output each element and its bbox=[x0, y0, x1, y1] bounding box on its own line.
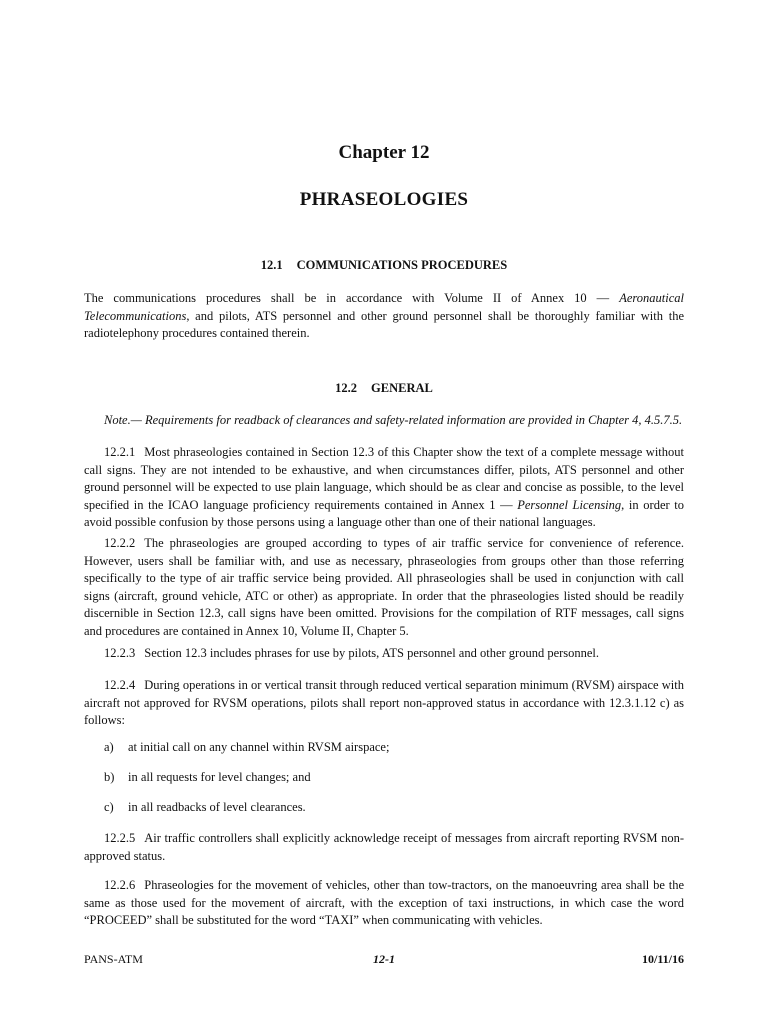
section-heading-12-2 bbox=[0, 381, 768, 396]
paragraph-12-2-5 bbox=[84, 830, 684, 865]
paragraph-number: 12.2.3 bbox=[104, 646, 136, 660]
paragraph-text: , and pilots, ATS personnel and other ground personnel shall be thoroughly familiar with the radiotelephony procedures contained therein. bbox=[84, 308, 684, 341]
paragraph-number: 12.2.2 bbox=[104, 536, 136, 550]
list-marker: a) bbox=[104, 740, 114, 754]
section-number: 12.1 bbox=[260, 258, 283, 272]
paragraph-12-2-3 bbox=[84, 645, 684, 663]
note-12-2 bbox=[84, 412, 684, 430]
paragraph-number: 12.2.4 bbox=[104, 678, 136, 692]
paragraph-text: The phraseologies are grouped according to types of air traffic service for convenience of reference. However, users shall be familiar with, and use as necessary, phraseologies from groups other than those referring specifically to the type of air traffic service being provided. All phraseologies shall be used in conjunction with call signs (aircraft, ground vehicle, ATC or other) as appropriate. In order that the phraseologies listed should be readily discernible in Section 12.3, call signs have been omitted. Provisions for the compilation of RTF messages, call signs and procedures are contained in Annex 10, Volume II, Chapter 5. bbox=[84, 536, 684, 638]
paragraph-text: Air traffic controllers shall explicitly acknowledge receipt of messages from aircraft reporting RVSM non-approved status. bbox=[84, 831, 684, 863]
section-title: GENERAL bbox=[371, 381, 433, 395]
section-heading-12-1 bbox=[0, 258, 768, 273]
paragraph-number: 12.2.1 bbox=[104, 445, 136, 459]
reference-title: Personnel Licensing bbox=[517, 497, 622, 512]
list-marker: b) bbox=[104, 770, 115, 784]
list-item-text: in all readbacks of level clearances. bbox=[128, 800, 306, 814]
paragraph-text: , in order to avoid possible confusion by those persons using a language other than one of their national languages. bbox=[84, 497, 685, 530]
paragraph-12-1 bbox=[84, 290, 684, 343]
paragraph-text: Section 12.3 includes phrases for use by pilots, ATS personnel and other ground personnel. bbox=[144, 646, 600, 660]
chapter-subtitle: PHRASEOLOGIES bbox=[299, 189, 469, 210]
list-item bbox=[104, 799, 684, 817]
footer-document-id: PANS-ATM bbox=[84, 952, 143, 966]
paragraph-12-2-4 bbox=[84, 677, 684, 730]
section-number: 12.2 bbox=[335, 381, 358, 395]
list-item bbox=[104, 739, 684, 757]
list-item-text: in all requests for level changes; and bbox=[128, 770, 311, 784]
paragraph-number: 12.2.5 bbox=[104, 831, 136, 845]
chapter-title: Chapter 12 bbox=[338, 142, 430, 163]
list-marker: c) bbox=[104, 800, 114, 814]
paragraph-12-2-6 bbox=[84, 877, 684, 930]
paragraph-text: Most phraseologies contained in Section 12.3 of this Chapter show the text of a complete message without call signs. They are not intended to be exhaustive, and when circumstances differ, pilots, ATS personnel and other ground personnel will be expected to use plain language, which should be as clear and concise as possible, to the level specified in the ICAO language proficiency requirements contained in Annex 1 — bbox=[84, 445, 684, 512]
paragraph-text: The communications procedures shall be in accordance with Volume II of Annex 10 — bbox=[84, 291, 620, 305]
section-title: COMMUNICATIONS PROCEDURES bbox=[296, 258, 508, 272]
paragraph-text: During operations in or vertical transit through reduced vertical separation minimum (RVSM) airspace with aircraft not approved for RVSM operations, pilots shall report non-approved status in accordance with 12.3.1.12 c) as follows: bbox=[84, 678, 684, 728]
paragraph-number: 12.2.6 bbox=[104, 878, 136, 892]
list-item-text: at initial call on any channel within RVSM airspace; bbox=[128, 740, 390, 754]
paragraph-text: Phraseologies for the movement of vehicles, other than tow-tractors, on the manoeuvring area shall be the same as those used for the movement of aircraft, with the exception of taxi instructions, in which case the word “PROCEED” shall be substituted for the word “TAXI” when communicating with vehicles. bbox=[84, 878, 684, 928]
paragraph-12-2-1 bbox=[84, 444, 684, 532]
footer-page-number: 12-1 bbox=[373, 952, 395, 966]
note-text: Requirements for readback of clearances and safety-related information are provided in Chapter 4, 4.5.7.5. bbox=[141, 413, 683, 427]
footer-date: 10/11/16 bbox=[641, 952, 684, 966]
reference-title: Aeronautical Telecommunications bbox=[84, 291, 684, 323]
paragraph-12-2-2 bbox=[84, 535, 684, 641]
list-item bbox=[104, 769, 684, 787]
note-label: Note.— bbox=[104, 413, 142, 427]
